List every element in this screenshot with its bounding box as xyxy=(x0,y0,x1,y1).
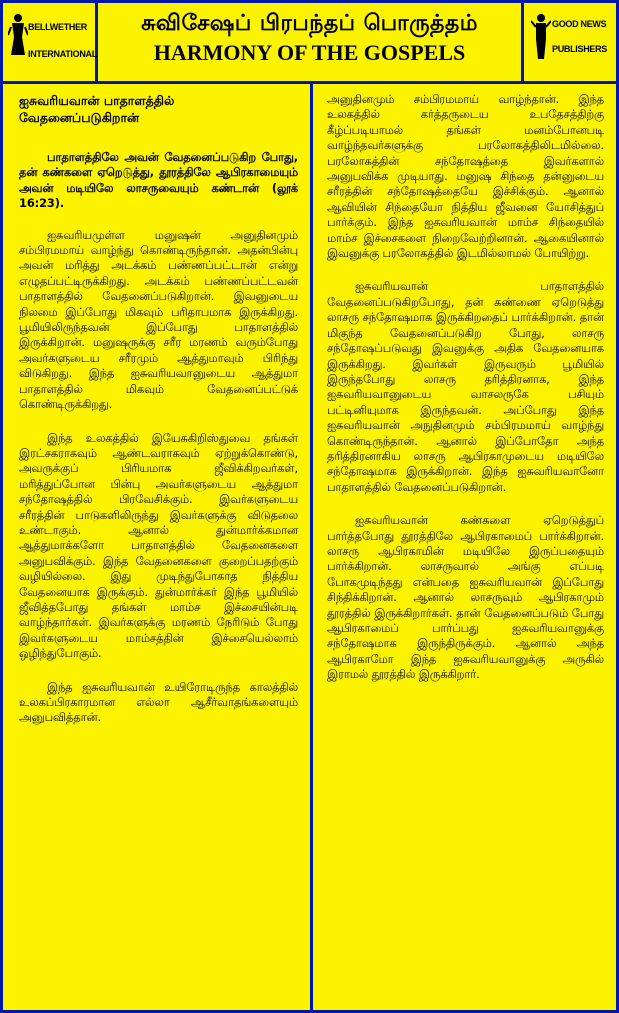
bellwether-logo xyxy=(3,3,95,81)
paragraph: ஐசுவரியமுள்ள மனுஷன் அனுதினமும் சம்பிரமமாய் வாழ்ந்து கொண்டிருந்தான். அதன்பின்பு அவன் மரித்து அடக்கம் பண்ணப்பட்டான் என்று எழுதப்பட்டிருக்கிறது. அடக்கம் பண்ணப்பட்டவன் பாதாளத்தில் வேதனைப்படுகிறான். இவனுடைய நிலமை இப்போது மிகவும் பரிதாபமாக இருக்கிறது. பூமியிலிருந்தவன் இப்போது பாதாளத்தில் இருக்கிறான். மனுஷருக்கு சரீர மரணம் வரும்போது அவர்களுடைய சரீரமும் ஆத்துமாவும் பிரிந்து விடுகிறது. இந்த ஐசுவரியவானுடைய ஆத்துமா பாதாளத்தில் மிகவும் வேதனைப்பட்டுக் கொண்டிருக்கிறது. xyxy=(19,227,298,412)
scripture-verse: பாதாளத்திலே அவன் வேதனைப்படுகிற போது, தன் கண்களை ஏறெடுத்து, தூரத்திலே ஆபிரகாமையும் அவன் மடியிலே லாசருவையும் கண்டான் (லூக் 16:23). xyxy=(19,150,298,211)
paragraph: ஐசுவரியவான் கண்களை ஏறெடுத்துப் பார்த்தபோது தூரத்திலே ஆபிரகாமைப் பார்க்கிறான். லாசரு ஆபிரகாமின் மடியிலே இருப்பதையும் பார்க்கிறான். லாசருவால் அங்கு எப்படி போகமுடிந்தது என்பதை ஐசுவரியவான் இப்போது சிந்திக்கிறான். ஆனால் லாசருவும் ஆபிரகாமும் தூரத்தில் இருக்கிறார்கள். தான் வேதனைப்படும் போது ஆபிரகாமைப் பார்ப்பது ஐசுவரியவானுக்கு சந்தோஷமாக இருந்திருக்கும். ஆனால் அந்த ஆபிரகாமோ இந்த ஐசுவரியவானுக்கு அருகில் இராமல் தூரத்தில் இருக்கிறார். xyxy=(327,513,604,682)
logo-left-line1: BELLWETHER xyxy=(28,22,87,32)
title-tamil: சுவிசேஷப் பிரபந்தப் பொருத்தம் xyxy=(141,11,478,36)
paragraph: ஐசுவரியவான் பாதாளத்தில் வேதனைப்படுகிறபோது, தன் கண்ணை ஏறெடுத்து லாசரு சந்தோஷமாக இருக்கிறதைப் பார்க்கிறான். தான் மிகுந்த வேதனைப்படுகிற போது, லாசரு சந்தோஷப்படுவது இவனுக்கு அதிக வேதனையாக இருக்கிறது. இவர்கள் இருவரும் பூமியில் இருந்தபோது லாசரு தரித்திரனாக, இந்த ஐசுவரியவானுடைய வாசலருகே பசியும் பட்டினியுமாக இருந்தவன். அப்போது இந்த ஐசுவரியவான் அநுதினமும் சம்பிரமமாய் வாழ்ந்து கொண்டிருந்தான். ஆனால் இப்போதோ அந்த தரித்திரனாகிய லாசரு ஆபிரகாமுடைய மடியிலே சந்தோஷமாக இருக்கிறான். இந்த ஐசுவரியவானோ பாதாளத்தில் வேதனைப்படுகிறான். xyxy=(327,279,604,494)
paragraph: இந்த உலகத்தில் இயேசுகிறிஸ்துவை தங்கள் இரட்சகராகவும் ஆண்டவராகவும் ஏற்றுக்கொண்டு, அவருக்குப் பிரியமாக ஜீவிக்கிறவர்கள், மரித்துப்போன பின்பு அவர்களுடைய ஆத்துமா சந்தோஷத்தில் பிரவேசிக்கும். இவர்களுடைய சரீரத்தின் பாடுகளிலிருந்து இவர்களுக்கு விடுதலை உண்டாகும். ஆனால் துன்மார்க்கமான ஆத்துமாக்களோ பாதாளத்தில் வேதனைகளை அனுபவிக்கும். இந்த வேதனைகளை குறைப்பதற்கும் வழியில்லை. இது முடிந்துபோகாத நித்திய வேதனையாக இருக்கும். துன்மார்க்கர் இந்த பூமியில் ஜீவித்தபோது தங்கள் மாம்ச இச்சையின்படி வாழ்ந்தார்கள். இவர்களுக்கு மரணம் நேரிடும் போது இவர்களுடைய மாம்சத்தின் இச்சையெல்லாம் ஒழிந்துபோகும். xyxy=(19,430,298,661)
right-column xyxy=(313,84,616,1010)
header xyxy=(3,3,616,81)
logo-right-line2: PUBLISHERS xyxy=(552,44,608,54)
good-news-logo-text xyxy=(552,19,607,55)
paragraph: அனுதினமும் சம்பிரமமாய் வாழ்ந்தான். இந்த உலகத்தில் கர்த்தருடைய உபதேசத்திற்கு கீழ்ப்படியாமல் தங்கள் மனம்போனபடி வாழ்ந்தவர்களுக்கு பரலோகத்திலிடமில்லை. பரலோகத்தின் சந்தோஷத்தை இவர்களால் அனுபவிக்க முடியாது. மனுஷ சிந்தை தன்னுடைய சரீரத்தின் சந்தோஷத்தையே இச்சிக்கும். ஆனால் ஆவியின் சிந்தையோ நித்திய ஜீவனை யோசித்துப் பார்க்கும். இந்த ஐசுவரியவான் மாம்ச சிந்தையில் மாம்ச இச்சைகளை நிறைவேற்றினான். ஆகையினால் இவனுக்கு பரலோகத்தில் இடமில்லாமல் போயிற்று. xyxy=(327,92,604,261)
bellwether-logo-text xyxy=(28,22,97,60)
title-banner xyxy=(98,3,521,81)
title-english: HARMONY OF THE GOSPELS xyxy=(153,40,466,65)
paragraph: இந்த ஐசுவரியவான் உயிரோடிருந்த காலத்தில் உலகப்பிரகாரமான எல்லா ஆசீர்வாதங்களையும் அனுபவித்தான். xyxy=(19,679,298,725)
good-news-figure-icon xyxy=(531,13,551,61)
left-column xyxy=(3,84,310,1010)
bellwether-figure-icon xyxy=(8,13,28,57)
logo-right-line1: GOOD NEWS xyxy=(552,19,607,29)
section-heading: ஐசுவரியவான் பாதாளத்தில் வேதனைப்படுகிறான் xyxy=(19,93,175,125)
good-news-logo xyxy=(524,3,616,81)
logo-left-line2: INTERNATIONAL xyxy=(28,49,97,59)
